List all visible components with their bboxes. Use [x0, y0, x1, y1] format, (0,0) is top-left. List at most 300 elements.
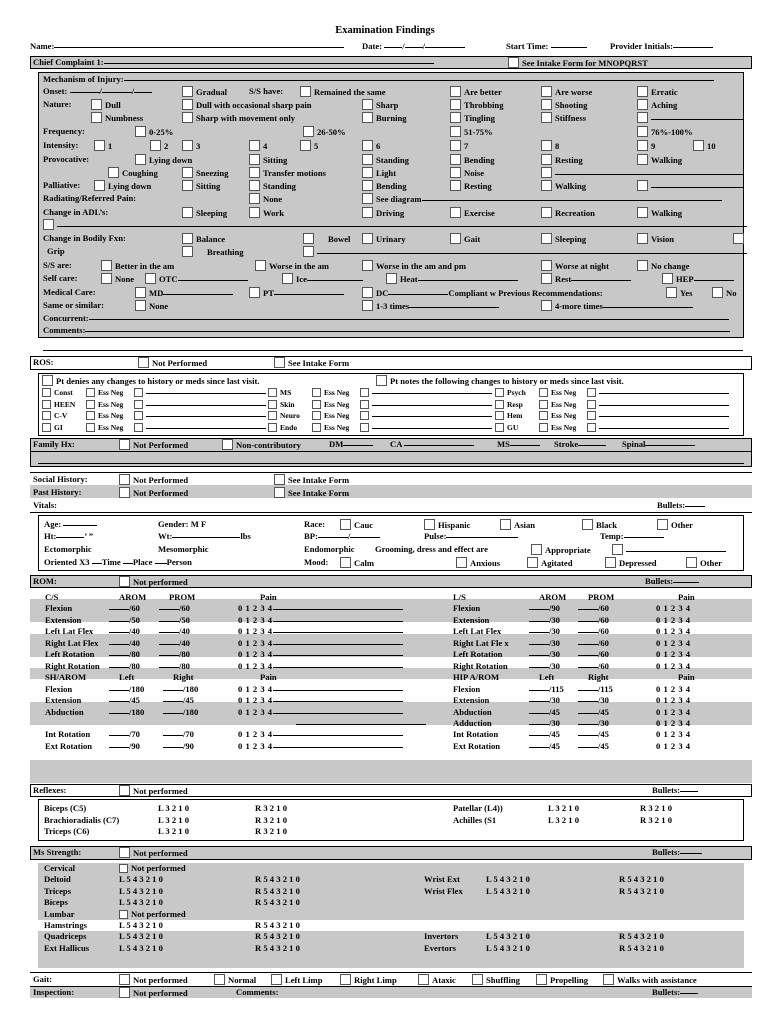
rom-notes-field[interactable]	[273, 690, 403, 691]
rom-row-value1[interactable]	[109, 684, 144, 695]
rom-pain-scale[interactable]	[238, 684, 403, 695]
reflex-right-scale[interactable]: R 3 2 1 0	[640, 814, 672, 825]
strength-left-scale[interactable]: L 5 4 3 2 1 0	[486, 874, 530, 885]
rom-measure-field[interactable]	[159, 609, 179, 610]
rom-row-value2[interactable]	[159, 626, 190, 637]
opt-pall-standing[interactable]: Standing	[249, 180, 296, 192]
rom-measure-field[interactable]	[109, 621, 129, 622]
ros-notes-checkbox[interactable]	[360, 423, 369, 432]
opt-adl-sleeping[interactable]: Sleeping	[182, 207, 227, 219]
strength-left-scale[interactable]: L 5 4 3 2 1 0	[119, 931, 163, 942]
rom-measure-field[interactable]	[163, 690, 183, 691]
ros-notes-checkbox[interactable]	[134, 423, 143, 432]
opt-nature-other[interactable]	[637, 112, 743, 124]
rom-pain-scale[interactable]	[656, 661, 691, 672]
rom-row-value2[interactable]	[578, 718, 609, 729]
rom-measure-field[interactable]	[109, 644, 129, 645]
opt-adl-driving[interactable]: Driving	[362, 207, 404, 219]
rom-row-value2[interactable]	[159, 603, 190, 614]
rom-row-value2[interactable]	[578, 603, 609, 614]
ros-ess-neg-checkbox[interactable]	[539, 411, 548, 420]
rom-pain-scale[interactable]	[238, 707, 403, 718]
endomorphic[interactable]: Endomorphic	[304, 544, 355, 554]
ros-not-performed[interactable]: Not Performed	[138, 357, 207, 369]
opt-prov-sneezing[interactable]: Sneezing	[182, 167, 228, 179]
ros-system-checkbox[interactable]	[495, 423, 504, 432]
opt-self-ice[interactable]: Ice	[282, 273, 363, 285]
ros-notes-field[interactable]	[372, 393, 492, 394]
rom-measure-field[interactable]	[109, 609, 129, 610]
opt-self-heat[interactable]: Heat	[386, 273, 518, 285]
strength-left-scale[interactable]: L 5 4 3 2 1 0	[486, 931, 530, 942]
ros-ess-neg-checkbox[interactable]	[312, 423, 321, 432]
rom-measure-field[interactable]	[109, 655, 129, 656]
rom-row-value1[interactable]	[529, 718, 560, 729]
rom-measure-field[interactable]	[109, 701, 129, 702]
rom-pain-scale[interactable]	[238, 638, 403, 649]
strength-right-scale[interactable]: R 5 4 3 2 1 0	[255, 920, 300, 930]
ros-notes-field[interactable]	[146, 393, 266, 394]
opt-no-change[interactable]: No change	[637, 260, 689, 272]
opt-throbbing[interactable]: Throbbing	[450, 99, 504, 111]
opt-freq-0-25[interactable]: 0-25%	[135, 126, 173, 138]
rom-pain-scale[interactable]	[656, 729, 691, 740]
ros-notes-field[interactable]	[599, 416, 729, 417]
ros-system-checkbox[interactable]	[495, 411, 504, 420]
opt-prov-sitting[interactable]: Sitting	[249, 154, 287, 166]
rom-pain-scale[interactable]	[656, 649, 691, 660]
opt-bodily-other[interactable]	[303, 246, 747, 258]
opt-are-better[interactable]: Are better	[450, 86, 502, 98]
rom-pain-scale[interactable]	[238, 741, 403, 752]
rom-measure-field[interactable]	[109, 747, 129, 748]
opt-int-7[interactable]: 7	[450, 140, 468, 152]
rom-notes-field[interactable]	[273, 735, 403, 736]
strength-left-scale[interactable]: L 5 4 3 2 1 0	[486, 885, 530, 896]
rom-notes-field[interactable]	[273, 632, 403, 633]
opt-stiffness[interactable]: Stiffness	[541, 112, 586, 124]
rom-row-value2[interactable]	[163, 707, 198, 718]
mood-depressed[interactable]: Depressed	[605, 557, 657, 569]
strength-right-scale[interactable]: R 5 4 3 2 1 0	[255, 885, 300, 896]
opt-are-worse[interactable]: Are worse	[541, 86, 592, 98]
rom-measure-field[interactable]	[109, 735, 129, 736]
rom-measure-field[interactable]	[159, 644, 179, 645]
rom-pain-scale[interactable]	[656, 741, 691, 752]
opt-bodily-vision[interactable]: Vision	[637, 233, 674, 245]
date-year-field[interactable]	[425, 47, 465, 48]
rom-row-value1[interactable]	[529, 695, 560, 706]
gait-right-limp[interactable]: Right Limp	[340, 974, 397, 986]
strength-left-scale[interactable]: L 5 4 3 2 1 0	[119, 942, 163, 953]
ros-notes-checkbox[interactable]	[587, 411, 596, 420]
past-not-performed[interactable]: Not Performed	[119, 487, 188, 499]
rom-row-value2[interactable]	[578, 729, 609, 740]
ros-system-checkbox[interactable]	[42, 411, 51, 420]
strength-left-scale[interactable]: L 5 4 3 2 1 0	[119, 920, 163, 930]
rom-row-value1[interactable]	[529, 661, 560, 672]
gait-propelling[interactable]: Propelling	[536, 974, 588, 986]
rom-measure-field[interactable]	[578, 747, 598, 748]
ros-ess-neg-checkbox[interactable]	[312, 411, 321, 420]
reflex-left-scale[interactable]: L 3 2 1 0	[158, 803, 190, 813]
rom-row-value1[interactable]	[109, 707, 144, 718]
rom-notes-field[interactable]	[273, 747, 403, 748]
rom-notes-field[interactable]	[273, 713, 403, 714]
mechanism-field[interactable]	[124, 80, 714, 81]
rom-row-value1[interactable]	[109, 661, 140, 672]
opt-pall-resting[interactable]: Resting	[450, 180, 492, 192]
rom-row-value2[interactable]	[159, 649, 190, 660]
reflex-left-scale[interactable]: L 3 2 1 0	[158, 814, 190, 825]
opt-freq-26-50[interactable]: 26-50%	[303, 126, 346, 138]
gait-normal[interactable]: Normal	[214, 974, 256, 986]
rom-measure-field[interactable]	[529, 747, 549, 748]
rom-measure-field[interactable]	[578, 724, 598, 725]
rom-row-value1[interactable]	[109, 695, 140, 706]
opt-adl-work[interactable]: Work	[249, 207, 284, 219]
rom-pain-scale[interactable]	[656, 707, 691, 718]
bp-field[interactable]: BP: /	[304, 531, 380, 542]
opt-same-1-3[interactable]: 1-3 times	[362, 300, 499, 312]
reflexes-not-performed[interactable]: Not performed	[119, 785, 188, 797]
ectomorphic[interactable]: Ectomorphic	[44, 544, 92, 554]
rom-pain-scale[interactable]	[656, 695, 691, 706]
opt-better-am[interactable]: Better in the am	[101, 260, 174, 272]
social-see-intake[interactable]: See Intake Form	[274, 474, 349, 486]
rom-measure-field[interactable]	[109, 632, 129, 633]
grooming-appropriate[interactable]: Appropriate	[531, 544, 591, 556]
ros-system-checkbox[interactable]	[42, 400, 51, 409]
rom-row-value2[interactable]	[578, 661, 609, 672]
rom-row-value2[interactable]	[163, 695, 194, 706]
age-field[interactable]: Age:	[44, 519, 97, 530]
see-intake-checkbox[interactable]	[508, 57, 519, 68]
opt-adl-walking[interactable]: Walking	[637, 207, 682, 219]
rom-row-value2[interactable]	[159, 661, 190, 672]
opt-gradual[interactable]: Gradual	[182, 86, 227, 98]
reflex-right-scale[interactable]: R 3 2 1 0	[255, 803, 287, 813]
rom-pain-scale[interactable]	[238, 649, 403, 660]
rom-pain-scale[interactable]	[238, 661, 403, 672]
ros-system-checkbox[interactable]	[495, 400, 504, 409]
gait-walks-assistance[interactable]: Walks with assistance	[603, 974, 697, 986]
rom-measure-field[interactable]	[529, 690, 549, 691]
opt-same-none[interactable]: None	[135, 300, 168, 312]
ros-notes-checkbox[interactable]	[360, 400, 369, 409]
gait-ataxic[interactable]: Ataxic	[418, 974, 456, 986]
opt-prov-standing[interactable]: Standing	[362, 154, 409, 166]
strength-right-scale[interactable]: R 5 4 3 2 1 0	[255, 874, 300, 885]
opt-prov-transfer[interactable]: Transfer motions	[249, 167, 326, 179]
opt-aching[interactable]: Aching	[637, 99, 677, 111]
opt-bodily-balance[interactable]: Balance	[182, 233, 225, 245]
rom-row-value1[interactable]	[529, 707, 560, 718]
rom-measure-field[interactable]	[578, 690, 598, 691]
opt-prov-other[interactable]	[541, 167, 743, 179]
opt-prov-resting[interactable]: Resting	[541, 154, 583, 166]
reflex-right-scale[interactable]: R 3 2 1 0	[255, 814, 287, 825]
opt-adl-recreation[interactable]: Recreation	[541, 207, 595, 219]
rom-pain-scale[interactable]	[238, 729, 403, 740]
rom-row-value2[interactable]	[578, 638, 609, 649]
ros-notes-checkbox[interactable]	[587, 400, 596, 409]
opt-rad-diagram[interactable]: See diagram	[362, 193, 722, 205]
gait-shuffling[interactable]: Shuffling	[472, 974, 520, 986]
opt-dull[interactable]: Dull	[91, 99, 121, 111]
mood-other[interactable]: Other	[686, 557, 722, 569]
rom-pain-scale[interactable]	[238, 603, 403, 614]
rom-notes-field[interactable]	[273, 609, 403, 610]
opt-adl-exercise[interactable]: Exercise	[450, 207, 495, 219]
race-other[interactable]: Other	[657, 519, 693, 531]
opt-bodily-bowel[interactable]: Bowel	[303, 233, 350, 245]
ros-notes-checkbox[interactable]	[360, 388, 369, 397]
grooming-other[interactable]	[612, 544, 726, 556]
concurrent-field[interactable]	[89, 319, 729, 320]
opt-bodily-gait[interactable]: Gait	[450, 233, 480, 245]
race-black[interactable]: Black	[582, 519, 617, 531]
ros-system-checkbox[interactable]	[495, 388, 504, 397]
race-cauc[interactable]: Cauc	[340, 519, 373, 531]
past-see-intake[interactable]: See Intake Form	[274, 487, 349, 499]
ros-ess-neg-checkbox[interactable]	[539, 388, 548, 397]
name-field[interactable]	[54, 47, 344, 48]
opt-self-otc[interactable]: OTC	[145, 273, 248, 285]
rom-pain-scale[interactable]	[656, 603, 691, 614]
opt-compliant-no[interactable]: No	[712, 287, 737, 299]
opt-numbness[interactable]: Numbness	[91, 112, 143, 124]
opt-worse-night[interactable]: Worse at night	[541, 260, 609, 272]
rom-row-value1[interactable]	[109, 649, 140, 660]
ros-ess-neg-checkbox[interactable]	[86, 388, 95, 397]
strength-group-checkbox[interactable]	[119, 864, 128, 873]
rom-row-value1[interactable]	[109, 729, 140, 740]
gender-field[interactable]: Gender: M F	[158, 519, 207, 529]
opt-prov-noise[interactable]: Noise	[450, 167, 484, 179]
ros-notes-checkbox[interactable]	[587, 423, 596, 432]
date-month-field[interactable]	[384, 47, 402, 48]
rom-measure-field[interactable]	[159, 655, 179, 656]
ros-system-checkbox[interactable]	[268, 423, 277, 432]
opt-worse-ampm[interactable]: Worse in the am and pm	[362, 260, 466, 272]
opt-self-none[interactable]: None	[101, 273, 134, 285]
rom-measure-field[interactable]	[529, 655, 549, 656]
rom-row-value1[interactable]	[109, 626, 140, 637]
opt-compliant-yes[interactable]: Yes	[666, 287, 692, 299]
opt-bodily-extra[interactable]	[733, 233, 747, 245]
ros-notes-field[interactable]	[372, 416, 492, 417]
gait-not-performed[interactable]: Not performed	[119, 974, 188, 986]
mood-agitated[interactable]: Agitated	[527, 557, 573, 569]
ros-system-checkbox[interactable]	[42, 423, 51, 432]
rom-pain-scale[interactable]	[656, 638, 691, 649]
opt-prov-coughing[interactable]: Coughing	[108, 167, 158, 179]
rom-pain-scale[interactable]	[656, 626, 691, 637]
opt-prov-bending[interactable]: Bending	[450, 154, 495, 166]
rom-measure-field[interactable]	[578, 644, 598, 645]
inspection-comments[interactable]: Comments:	[236, 987, 279, 997]
see-intake-mnopqrst[interactable]: See Intake Form for MNOPQRST	[508, 57, 648, 69]
rom-pain-scale[interactable]	[238, 615, 403, 626]
strength-right-scale[interactable]: R 5 4 3 2 1 0	[619, 931, 664, 942]
rom-measure-field[interactable]	[109, 667, 129, 668]
opt-remained-same[interactable]: Remained the same	[300, 86, 386, 98]
rom-row-value2[interactable]	[159, 615, 190, 626]
rom-measure-field[interactable]	[529, 724, 549, 725]
rom-row-value2[interactable]	[578, 707, 609, 718]
date-day-field[interactable]	[405, 47, 423, 48]
opt-pall-bending[interactable]: Bending	[362, 180, 407, 192]
rom-measure-field[interactable]	[163, 713, 183, 714]
ros-notes-checkbox[interactable]	[134, 388, 143, 397]
inspection-not-performed[interactable]: Not performed	[119, 987, 188, 999]
ros-system-checkbox[interactable]	[42, 388, 51, 397]
opt-int-1[interactable]: 1	[94, 140, 112, 152]
reflex-right-scale[interactable]: R 3 2 1 0	[640, 803, 672, 813]
ros-notes-field[interactable]	[599, 405, 729, 406]
rom-measure-field[interactable]	[578, 609, 598, 610]
opt-prov-walking[interactable]: Walking	[637, 154, 682, 166]
opt-int-8[interactable]: 8	[541, 140, 559, 152]
opt-med-dc[interactable]: DC Compliant w Previous Recommendations:	[362, 287, 603, 299]
rom-measure-field[interactable]	[159, 667, 179, 668]
ros-notes-checkbox[interactable]	[134, 400, 143, 409]
family-non-contrib[interactable]: Non-contributory	[222, 439, 301, 451]
rom-row-value1[interactable]	[529, 615, 560, 626]
rom-measure-field[interactable]	[163, 735, 183, 736]
rom-pain-scale[interactable]	[238, 695, 403, 706]
rom-measure-field[interactable]	[529, 644, 549, 645]
strength-right-scale[interactable]: R 5 4 3 2 1 0	[255, 931, 300, 942]
rom-row-value2[interactable]	[159, 638, 190, 649]
opt-pall-sitting[interactable]: Sitting	[182, 180, 220, 192]
ros-notes[interactable]: Pt notes the following changes to history or meds since last visit.	[376, 375, 624, 387]
rom-measure-field[interactable]	[529, 632, 549, 633]
opt-freq-76-100[interactable]: 76%-100%	[637, 126, 693, 138]
ros-notes-checkbox[interactable]	[360, 411, 369, 420]
rom-row-value1[interactable]	[109, 638, 140, 649]
opt-int-10[interactable]: 10	[693, 140, 716, 152]
rom-row-value1[interactable]	[529, 626, 560, 637]
ros-ess-neg-checkbox[interactable]	[312, 400, 321, 409]
rom-row-value1[interactable]	[529, 684, 564, 695]
ros-notes-field[interactable]	[372, 428, 492, 429]
pulse-field[interactable]: Pulse:	[424, 531, 518, 542]
rom-notes-field[interactable]	[296, 724, 426, 725]
rom-measure-field[interactable]	[529, 609, 549, 610]
strength-group-checkbox[interactable]	[119, 910, 128, 919]
strength-not-performed[interactable]: Not performed	[119, 847, 188, 859]
rom-row-value1[interactable]	[109, 741, 140, 752]
ros-notes-checkbox[interactable]	[587, 388, 596, 397]
opt-int-6[interactable]: 6	[362, 140, 380, 152]
strength-group-not-performed[interactable]	[119, 863, 186, 874]
rom-notes-field[interactable]	[273, 667, 403, 668]
rom-measure-field[interactable]	[578, 701, 598, 702]
rom-row-value2[interactable]	[163, 729, 194, 740]
rom-measure-field[interactable]	[159, 632, 179, 633]
provider-initials-field[interactable]	[673, 47, 713, 48]
opt-rad-none[interactable]: None	[249, 193, 282, 205]
rom-row-value2[interactable]	[163, 741, 194, 752]
opt-int-5[interactable]: 5	[300, 140, 318, 152]
ros-notes-field[interactable]	[372, 405, 492, 406]
opt-shooting[interactable]: Shooting	[541, 99, 587, 111]
rom-notes-field[interactable]	[273, 701, 403, 702]
rom-measure-field[interactable]	[578, 632, 598, 633]
opt-pall-other[interactable]	[637, 180, 743, 192]
ros-system-checkbox[interactable]	[268, 400, 277, 409]
ros-ess-neg-checkbox[interactable]	[539, 423, 548, 432]
rom-measure-field[interactable]	[578, 667, 598, 668]
rom-measure-field[interactable]	[578, 621, 598, 622]
rom-measure-field[interactable]	[578, 713, 598, 714]
strength-right-scale[interactable]: R 5 4 3 2 1 0	[619, 885, 664, 896]
rom-measure-field[interactable]	[163, 747, 183, 748]
reflex-left-scale[interactable]: L 3 2 1 0	[548, 814, 580, 825]
rom-pain-scale[interactable]	[656, 615, 691, 626]
rom-measure-field[interactable]	[159, 621, 179, 622]
opt-same-4-more[interactable]: 4-more times	[541, 300, 693, 312]
opt-int-3[interactable]: 3	[182, 140, 200, 152]
opt-prov-lying[interactable]: Lying down	[135, 154, 192, 166]
opt-int-9[interactable]: 9	[637, 140, 655, 152]
opt-pall-walking[interactable]: Walking	[541, 180, 586, 192]
opt-self-hep[interactable]: HEP	[662, 273, 734, 285]
ros-ess-neg-checkbox[interactable]	[312, 388, 321, 397]
strength-right-scale[interactable]: R 5 4 3 2 1 0	[619, 874, 664, 885]
opt-bodily-urinary[interactable]: Urinary	[362, 233, 406, 245]
rom-pain-scale[interactable]	[656, 684, 691, 695]
opt-worse-am[interactable]: Worse in the am	[255, 260, 329, 272]
ros-ess-neg-checkbox[interactable]	[86, 411, 95, 420]
rom-pain-scale[interactable]	[656, 718, 691, 729]
rom-row-value2[interactable]	[578, 684, 613, 695]
rom-pain-scale[interactable]	[238, 718, 426, 729]
ros-see-intake[interactable]: See Intake Form	[274, 357, 349, 369]
rom-row-value2[interactable]	[578, 615, 609, 626]
strength-left-scale[interactable]: L 5 4 3 2 1 0	[119, 885, 163, 896]
mesomorphic[interactable]: Mesomorphic	[158, 544, 209, 554]
strength-left-scale[interactable]: L 5 4 3 2 1 0	[119, 874, 163, 885]
comments-field[interactable]	[85, 331, 730, 332]
rom-measure-field[interactable]	[578, 655, 598, 656]
reflex-left-scale[interactable]: L 3 2 1 0	[158, 826, 190, 836]
opt-erratic[interactable]: Erratic	[637, 86, 678, 98]
ros-denies[interactable]: Pt denies any changes to history or meds since last visit.	[42, 375, 259, 387]
social-not-performed[interactable]: Not Performed	[119, 474, 188, 486]
rom-row-value2[interactable]	[578, 741, 609, 752]
reflex-left-scale[interactable]: L 3 2 1 0	[548, 803, 580, 813]
weight-field[interactable]: Wt: lbs	[158, 531, 251, 541]
gait-left-limp[interactable]: Left Limp	[271, 974, 322, 986]
rom-row-value1[interactable]	[529, 638, 560, 649]
ros-notes-field[interactable]	[146, 405, 266, 406]
opt-int-4[interactable]: 4	[249, 140, 267, 152]
rom-row-value1[interactable]	[529, 603, 560, 614]
rom-measure-field[interactable]	[163, 701, 183, 702]
opt-freq-51-75[interactable]: 51-75%	[450, 126, 493, 138]
ros-notes-field[interactable]	[599, 428, 729, 429]
race-hispanic[interactable]: Hispanic	[424, 519, 470, 531]
rom-notes-field[interactable]	[273, 644, 403, 645]
opt-tingling[interactable]: Tingling	[450, 112, 495, 124]
rom-measure-field[interactable]	[529, 713, 549, 714]
strength-left-scale[interactable]: L 5 4 3 2 1 0	[119, 897, 163, 908]
rom-notes-field[interactable]	[273, 655, 403, 656]
opt-int-2[interactable]: 2	[150, 140, 168, 152]
